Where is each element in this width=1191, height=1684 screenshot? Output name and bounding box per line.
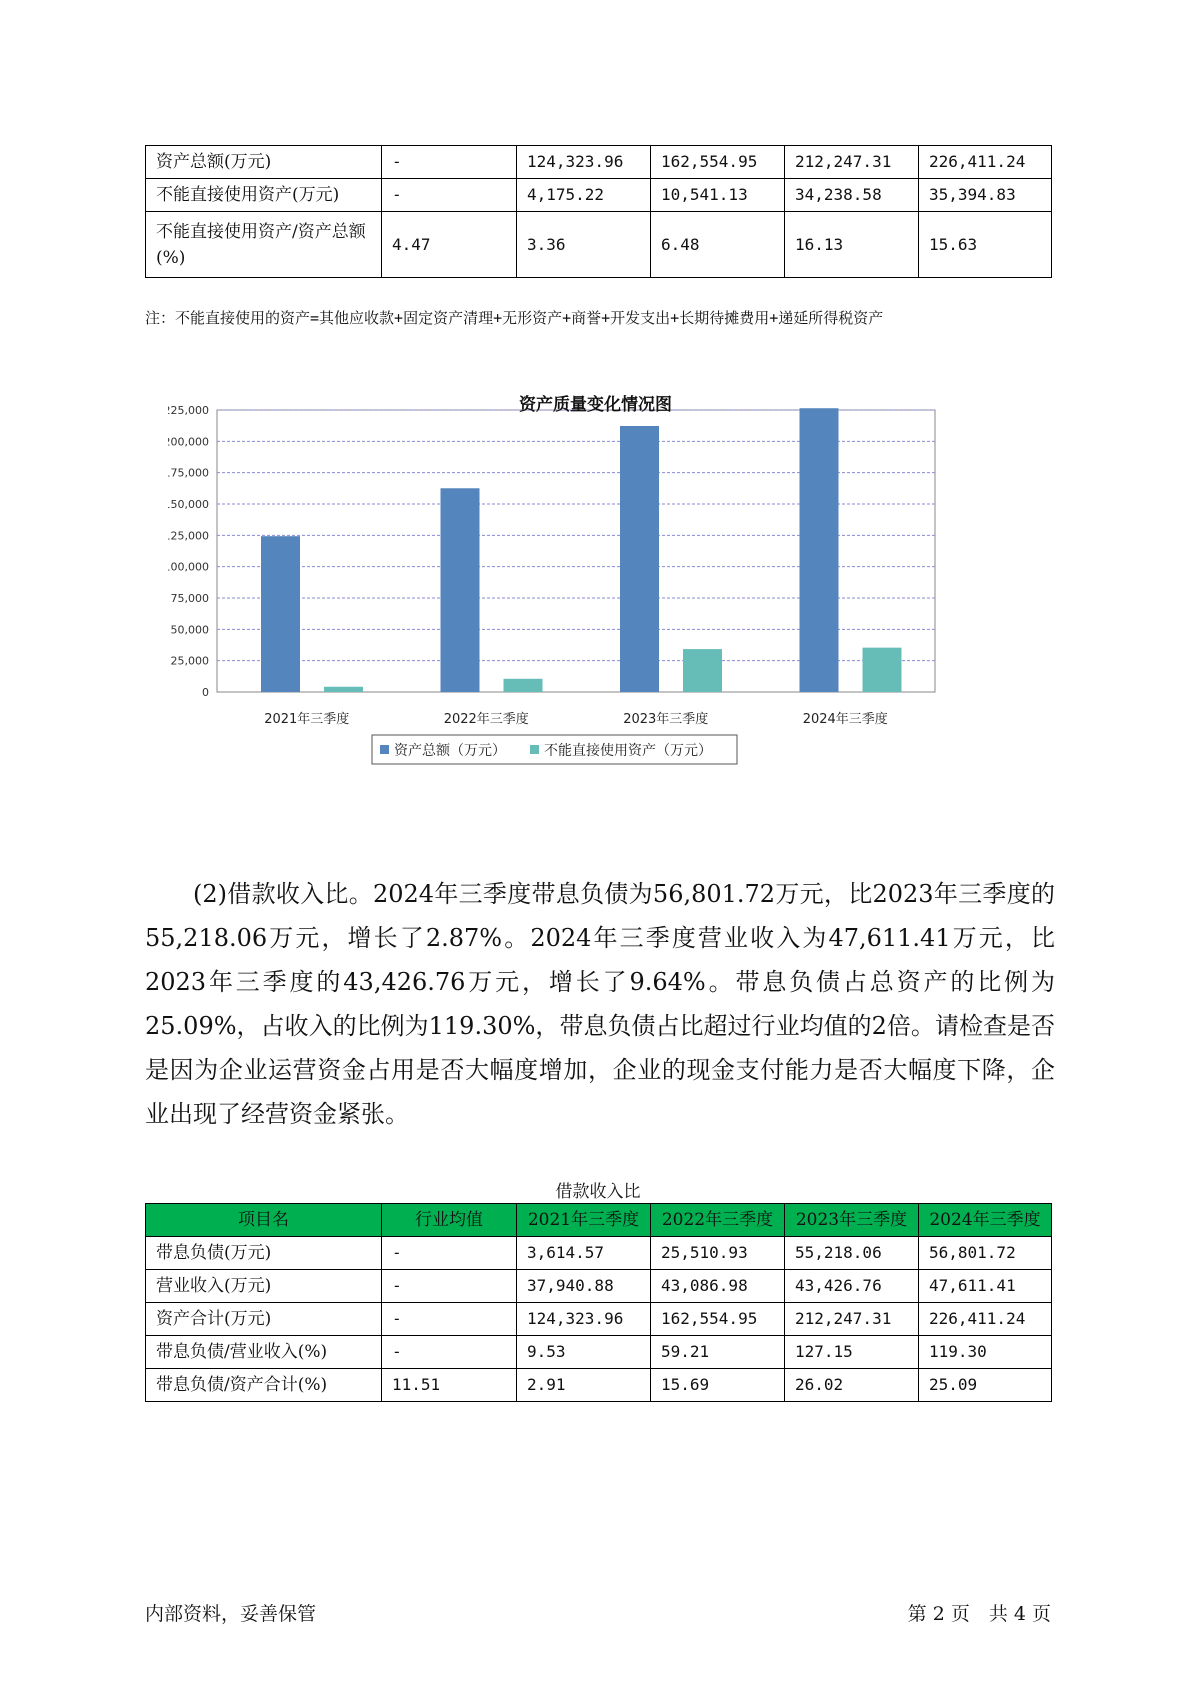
row-label: 不能直接使用资产/资产总额(%): [146, 212, 382, 278]
y-tick-label: 25,000: [170, 654, 209, 668]
footer-confidential: 内部资料，妥善保管: [145, 1603, 317, 1625]
paragraph-text: (2)借款收入比。2024年三季度带息负债为56,801.72万元，比2023年三季度的55,218.06万元，增长了2.87%。2024年三季度营业收入为47,611.41万元，比2023年三季度的43,426.76万元，增长了9.64%。带息负债占总资产的比例为25.09%，占收入的比例为119.30%，带息负债占比超过行业均值的2倍。请检查是否是因为企业运营资金占用是否大幅度增加，企业的现金支付能力是否大幅度下降，企业出现了经营资金紧张。: [145, 880, 1055, 1128]
table-cell: -: [382, 1303, 517, 1336]
table-cell: 4.47: [382, 212, 517, 278]
table-cell: 11.51: [382, 1369, 517, 1402]
table-row: [146, 1369, 1052, 1402]
table-note: 注：不能直接使用的资产=其他应收款+固定资产清理+无形资产+商誉+开发支出+长期待摊费用+递延所得税资产: [145, 309, 884, 327]
table-cell: 6.48: [651, 212, 785, 278]
legend-label: 资产总额（万元）: [394, 743, 506, 759]
chart-svg: [168, 380, 1023, 830]
table-cell: 59.21: [651, 1336, 785, 1369]
table-caption: 借款收入比: [555, 1182, 641, 1202]
table-cell: 212,247.31: [785, 1303, 919, 1336]
table-cell: 162,554.95: [651, 146, 785, 179]
y-tick-label: 0: [202, 686, 209, 699]
table-cell: -: [382, 179, 517, 212]
asset-quality-table: [145, 145, 1052, 278]
bar: [504, 679, 543, 692]
y-tick-label: 75,000: [170, 592, 209, 605]
bar: [683, 649, 722, 692]
x-tick-label: 2023年三季度: [623, 712, 709, 727]
table-cell: 55,218.06: [785, 1237, 919, 1270]
bar: [441, 488, 480, 692]
table-cell: 16.13: [785, 212, 919, 278]
legend-swatch: [380, 745, 389, 754]
table-row: [146, 179, 1052, 212]
bar: [863, 648, 902, 692]
x-tick-label: 2021年三季度: [264, 712, 350, 727]
table-cell: 15.63: [919, 212, 1052, 278]
table-cell: 43,086.98: [651, 1270, 785, 1303]
y-tick-label: 125,000: [168, 529, 209, 543]
legend-label: 不能直接使用资产（万元）: [544, 743, 712, 759]
y-tick-label: 50,000: [170, 623, 209, 637]
table-cell: 43,426.76: [785, 1270, 919, 1303]
y-tick-label: 175,000: [168, 466, 209, 480]
table-cell: 212,247.31: [785, 146, 919, 179]
body-paragraph: [145, 872, 1055, 1136]
table-cell: 226,411.24: [919, 146, 1052, 179]
row-label: 带息负债/资产合计(%): [146, 1369, 382, 1402]
table-cell: -: [382, 146, 517, 179]
table-cell: 4,175.22: [517, 179, 651, 212]
bar: [324, 687, 363, 692]
row-label: 带息负债(万元): [146, 1237, 382, 1270]
bar: [261, 536, 300, 692]
chart-title: 资产质量变化情况图: [519, 395, 672, 415]
table-cell: 26.02: [785, 1369, 919, 1402]
table-cell: 2.91: [517, 1369, 651, 1402]
table-cell: 9.53: [517, 1336, 651, 1369]
x-tick-label: 2024年三季度: [802, 712, 888, 727]
table-row: [146, 146, 1052, 179]
table-cell: 3,614.57: [517, 1237, 651, 1270]
table-row: [146, 212, 1052, 278]
y-tick-label: 150,000: [168, 498, 209, 511]
loan-income-table: [145, 1203, 1052, 1402]
table-cell: 35,394.83: [919, 179, 1052, 212]
bar: [800, 408, 839, 692]
table-cell: 124,323.96: [517, 1303, 651, 1336]
table-cell: 47,611.41: [919, 1270, 1052, 1303]
footer-page-number: 第 2 页 共 4 页: [907, 1603, 1051, 1625]
column-header: 行业均值: [382, 1204, 517, 1237]
table-header-row: [146, 1204, 1052, 1237]
row-label: 营业收入(万元): [146, 1270, 382, 1303]
table-cell: 119.30: [919, 1336, 1052, 1369]
table-cell: 226,411.24: [919, 1303, 1052, 1336]
column-header: 2022年三季度: [651, 1204, 785, 1237]
table-cell: 25,510.93: [651, 1237, 785, 1270]
table-cell: 3.36: [517, 212, 651, 278]
x-tick-label: 2022年三季度: [443, 712, 529, 727]
column-header: 2024年三季度: [919, 1204, 1052, 1237]
table-row: [146, 1303, 1052, 1336]
table-cell: 127.15: [785, 1336, 919, 1369]
column-header: 2023年三季度: [785, 1204, 919, 1237]
row-label: 资产合计(万元): [146, 1303, 382, 1336]
table-row: [146, 1336, 1052, 1369]
bar: [620, 426, 659, 692]
column-header: 项目名: [146, 1204, 382, 1237]
row-label: 带息负债/营业收入(%): [146, 1336, 382, 1369]
table-cell: 37,940.88: [517, 1270, 651, 1303]
row-label: 资产总额(万元): [146, 146, 382, 179]
table-cell: 124,323.96: [517, 146, 651, 179]
legend-swatch: [530, 745, 539, 754]
table-cell: 15.69: [651, 1369, 785, 1402]
y-tick-label: 225,000: [168, 404, 209, 417]
y-tick-label: 200,000: [168, 435, 209, 449]
row-label: 不能直接使用资产(万元): [146, 179, 382, 212]
table-cell: 34,238.58: [785, 179, 919, 212]
table-cell: 25.09: [919, 1369, 1052, 1402]
table-cell: -: [382, 1237, 517, 1270]
table-row: [146, 1237, 1052, 1270]
table-cell: -: [382, 1270, 517, 1303]
table-cell: -: [382, 1336, 517, 1369]
asset-quality-chart: [168, 380, 1023, 830]
table-cell: 56,801.72: [919, 1237, 1052, 1270]
y-tick-label: 100,000: [168, 560, 209, 574]
table-row: [146, 1270, 1052, 1303]
column-header: 2021年三季度: [517, 1204, 651, 1237]
table-cell: 10,541.13: [651, 179, 785, 212]
table-cell: 162,554.95: [651, 1303, 785, 1336]
